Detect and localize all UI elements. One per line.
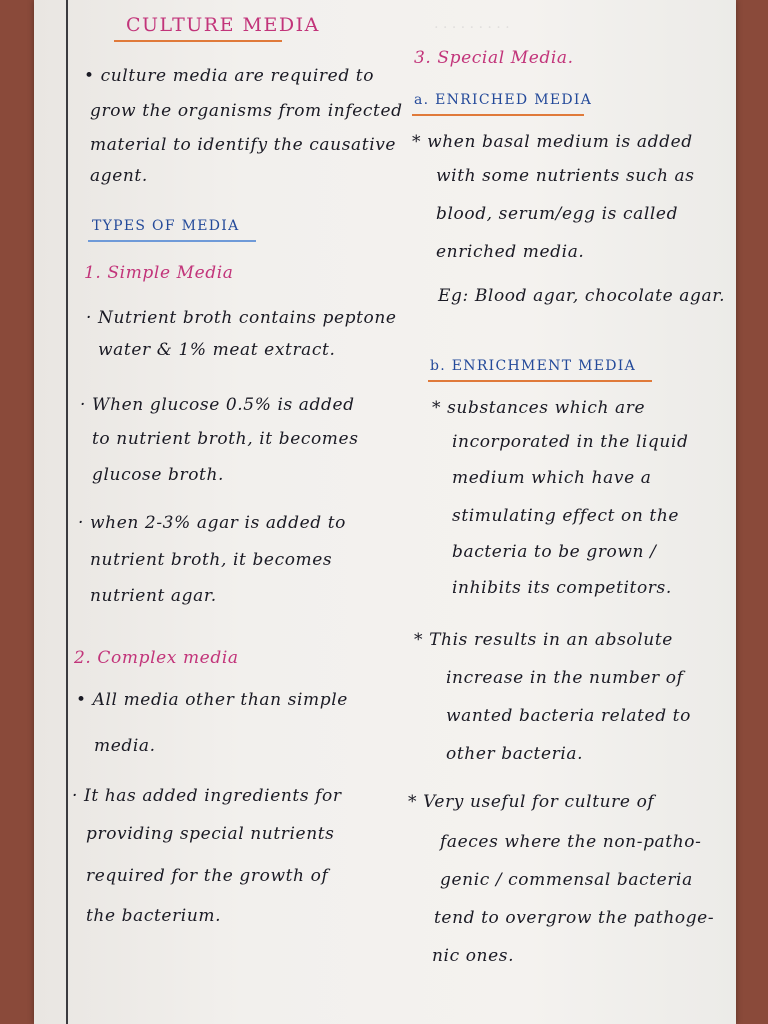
useful-point-line-2: faeces where the non-patho- — [440, 832, 702, 852]
page-title: CULTURE MEDIA — [126, 14, 320, 36]
complex-point-line-4: providing special nutrients — [86, 824, 335, 844]
simple-point-line-6: · when 2-3% agar is added to — [78, 513, 347, 533]
intro-line-1: • culture media are required to — [84, 66, 375, 86]
useful-point-line-5: nic ones. — [432, 946, 515, 966]
enriched-point-line-4: enriched media. — [436, 242, 585, 262]
enrichment-point-line-1: * substances which are — [432, 398, 646, 418]
enrichment-media-heading: b. ENRICHMENT MEDIA — [430, 358, 637, 374]
enriched-heading-underline — [412, 114, 584, 116]
simple-point-line-7: nutrient broth, it becomes — [90, 550, 333, 570]
title-underline — [114, 40, 282, 42]
enrichment-point-line-4: stimulating effect on the — [452, 506, 680, 526]
complex-point-line-6: the bacterium. — [86, 906, 222, 926]
simple-point-line-8: nutrient agar. — [90, 586, 217, 606]
simple-media-heading: 1. Simple Media — [84, 263, 234, 283]
enrichment-heading-underline — [428, 380, 652, 382]
margin-line — [66, 0, 68, 1024]
complex-media-heading: 2. Complex media — [74, 648, 239, 668]
enriched-example: Eg: Blood agar, chocolate agar. — [438, 286, 726, 306]
simple-point-line-4: to nutrient broth, it becomes — [92, 429, 359, 449]
intro-line-2: grow the organisms from infected — [90, 101, 403, 121]
complex-point-line-1: • All media other than simple — [76, 690, 348, 710]
special-media-heading: 3. Special Media. — [414, 48, 574, 68]
enriched-media-heading: a. ENRICHED MEDIA — [414, 92, 593, 108]
results-point-line-2: increase in the number of — [446, 668, 684, 688]
results-point-line-3: wanted bacteria related to — [446, 706, 691, 726]
bleed-through-text: · · · · · · · · · — [434, 20, 510, 36]
intro-line-3: material to identify the causative — [90, 135, 397, 155]
simple-point-line-2: water & 1% meat extract. — [98, 340, 336, 360]
types-of-media-heading: TYPES OF MEDIA — [92, 218, 240, 234]
types-heading-underline — [88, 240, 256, 242]
enrichment-point-line-5: bacteria to be grown / — [452, 542, 657, 562]
results-point-line-1: * This results in an absolute — [414, 630, 673, 650]
enrichment-point-line-2: incorporated in the liquid — [452, 432, 689, 452]
enriched-point-line-1: * when basal medium is added — [412, 132, 693, 152]
useful-point-line-3: genic / commensal bacteria — [440, 870, 693, 890]
notebook-page — [34, 0, 736, 1024]
simple-point-line-3: · When glucose 0.5% is added — [80, 395, 355, 415]
enrichment-point-line-6: inhibits its competitors. — [452, 578, 672, 598]
complex-point-line-2: media. — [94, 736, 156, 756]
useful-point-line-1: * Very useful for culture of — [408, 792, 655, 812]
enrichment-point-line-3: medium which have a — [452, 468, 652, 488]
complex-point-line-3: · It has added ingredients for — [72, 786, 342, 806]
enriched-point-line-2: with some nutrients such as — [436, 166, 695, 186]
enriched-point-line-3: blood, serum/egg is called — [436, 204, 679, 224]
useful-point-line-4: tend to overgrow the pathoge- — [434, 908, 715, 928]
complex-point-line-5: required for the growth of — [86, 866, 329, 886]
intro-line-4: agent. — [90, 166, 148, 186]
simple-point-line-5: glucose broth. — [92, 465, 225, 485]
results-point-line-4: other bacteria. — [446, 744, 584, 764]
simple-point-line-1: · Nutrient broth contains peptone — [86, 308, 397, 328]
